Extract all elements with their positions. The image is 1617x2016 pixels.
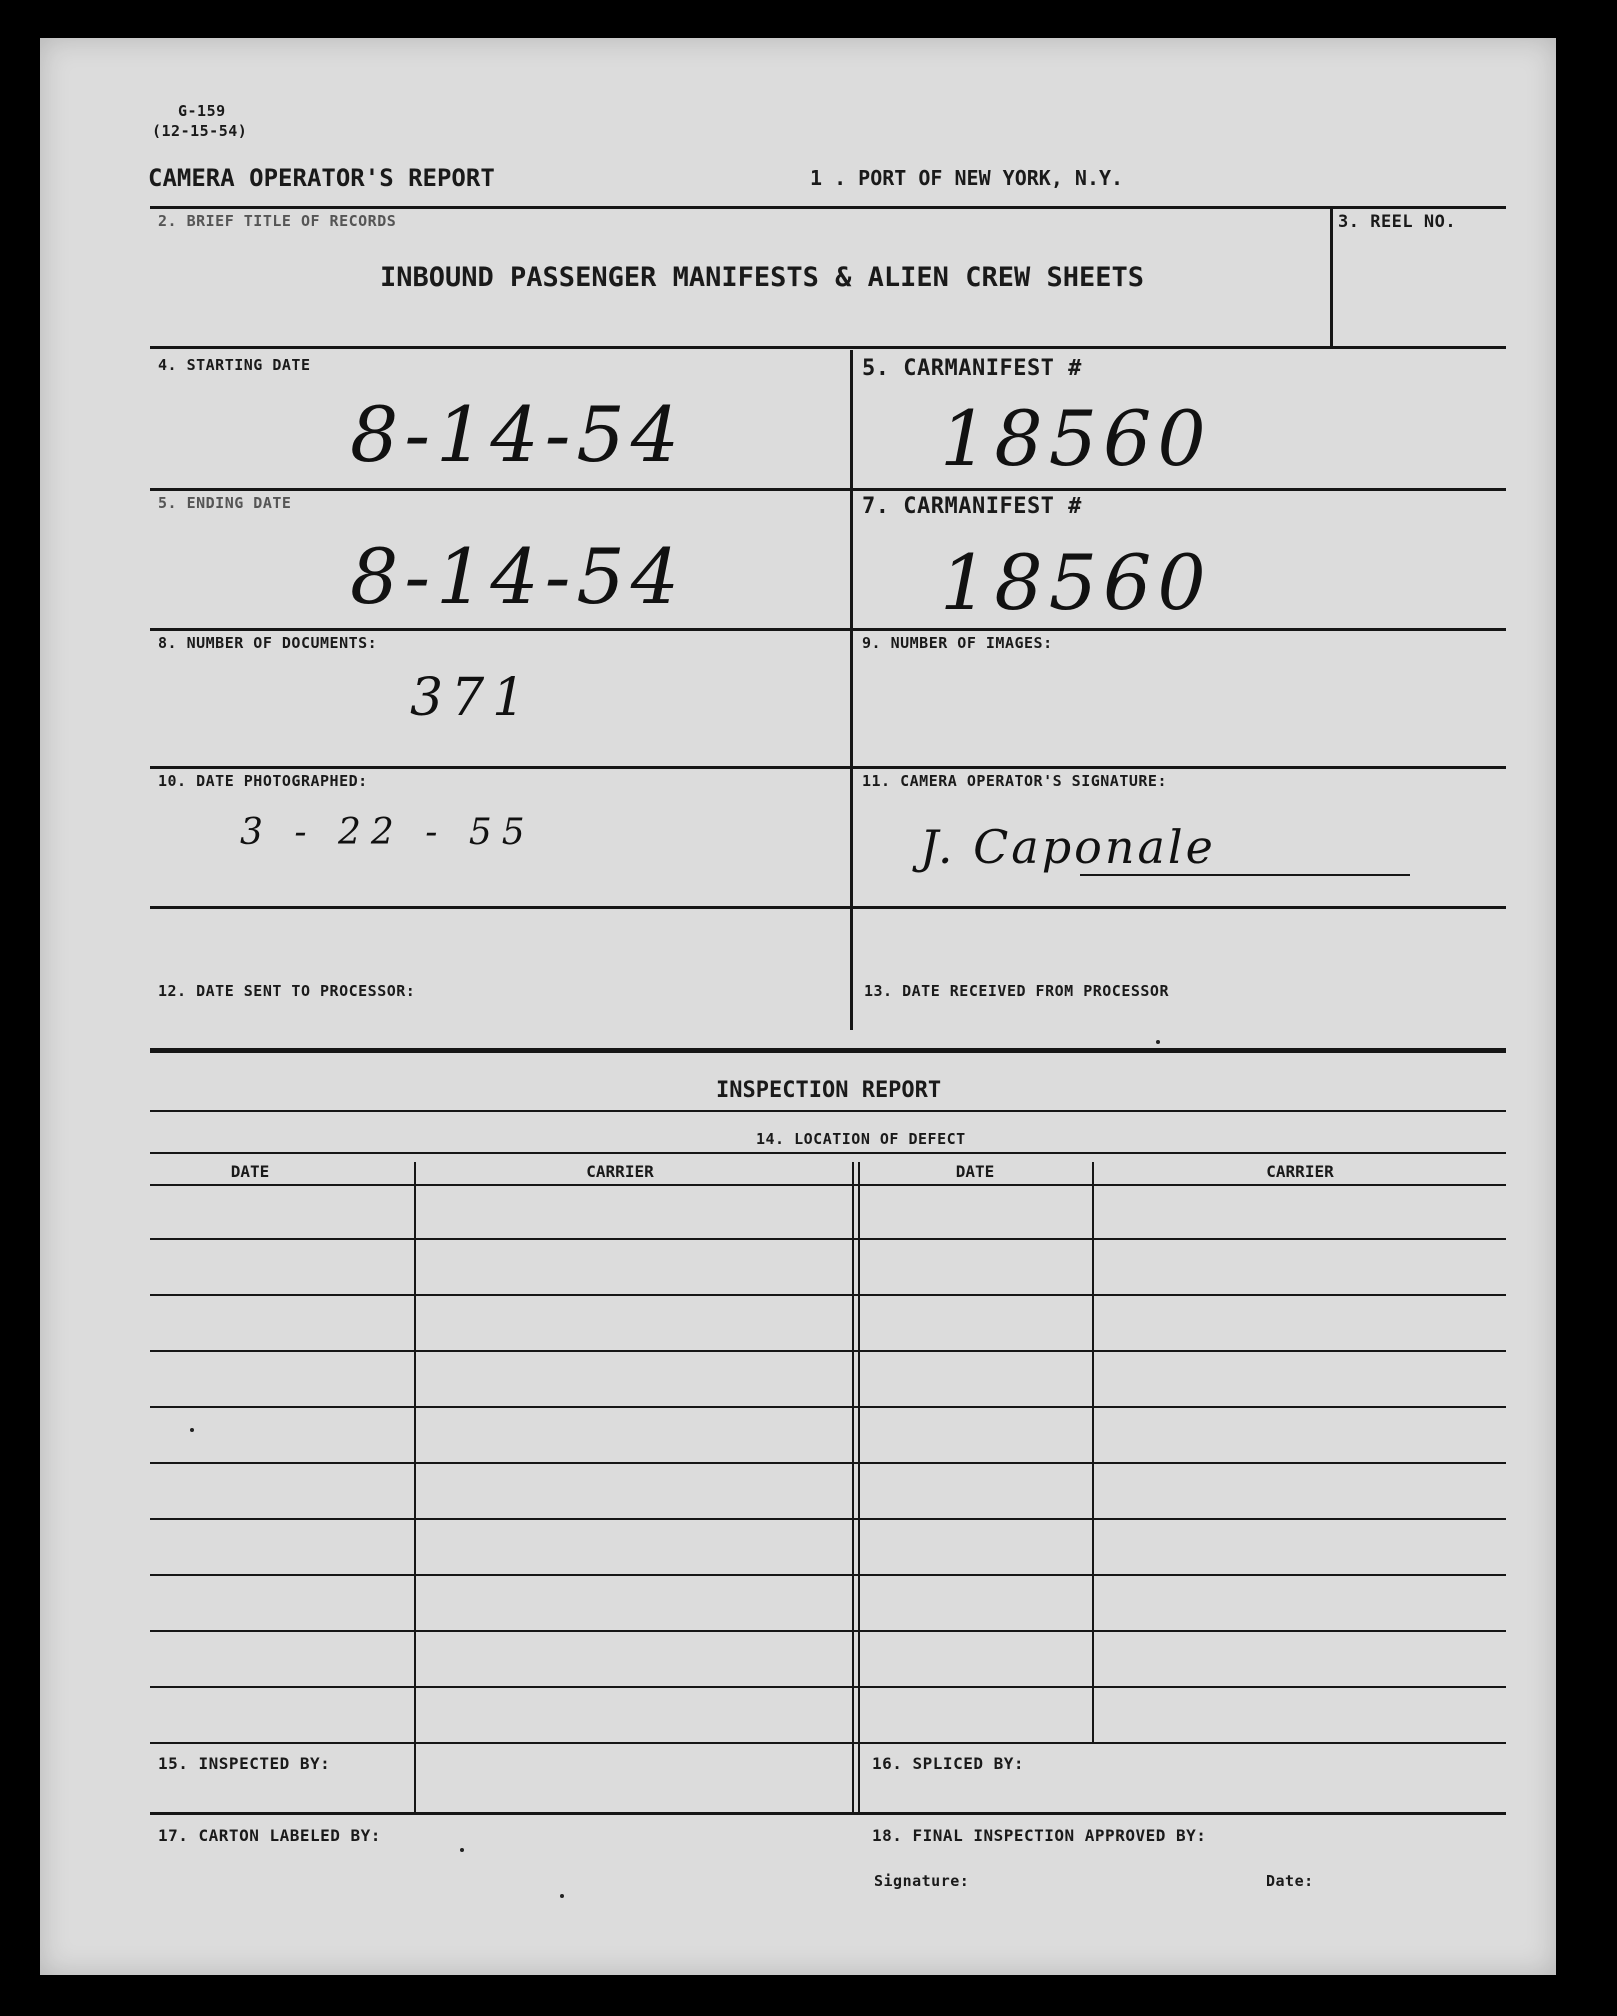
rule [150,1110,1506,1112]
paper-speck [460,1848,464,1852]
date-photographed-value: 3 - 22 - 55 [240,812,535,853]
rule [150,206,1506,209]
paper-speck [190,1428,194,1432]
ending-date-value: 8-14-54 [350,532,686,621]
table-row-rule [150,1630,1506,1632]
rule [150,906,1506,909]
rule [150,766,1506,769]
date-received-label: 13. DATE RECEIVED FROM PROCESSOR [864,982,1169,1000]
divider [852,1742,854,1814]
table-col-rule [858,1162,860,1742]
starting-date-value: 8-14-54 [350,390,686,479]
table-row-rule [150,1406,1506,1408]
divider [1330,206,1333,346]
paper-speck [560,1894,564,1898]
col-carrier-2: CARRIER [1266,1162,1334,1181]
table-col-rule [414,1162,416,1742]
brief-title-value: INBOUND PASSENGER MANIFESTS & ALIEN CREW SHEETS [380,262,1145,293]
table-col-rule [1092,1162,1094,1742]
table-col-rule [852,1162,854,1742]
divider [414,1742,416,1814]
table-row-rule [150,1184,1506,1186]
date-photographed-label: 10. DATE PHOTOGRAPHED: [158,772,368,790]
port-of-entry: 1 . PORT OF NEW YORK, N.Y. [810,166,1124,190]
col-date-2: DATE [955,1162,995,1181]
table-row-rule [150,1742,1506,1744]
starting-manifest-label: 5. CARMANIFEST # [862,356,1082,381]
table-row-rule [150,1350,1506,1352]
camera-operator-signature: J. Caponale [920,820,1216,874]
rule [150,628,1506,631]
date-sent-label: 12. DATE SENT TO PROCESSOR: [158,982,416,1000]
carton-labeled-by-label: 17. CARTON LABELED BY: [158,1826,381,1845]
ending-date-label: 5. ENDING DATE [158,494,292,512]
form-paper [40,38,1556,1975]
form-date-code: (12-15-54) [152,122,248,140]
num-documents-label: 8. NUMBER OF DOCUMENTS: [158,634,378,652]
table-row-rule [150,1686,1506,1688]
rule [150,346,1506,349]
starting-date-label: 4. STARTING DATE [158,356,311,374]
final-inspection-label: 18. FINAL INSPECTION APPROVED BY: [872,1826,1207,1845]
rule [150,1048,1506,1053]
reel-no-label: 3. REEL NO. [1338,212,1457,232]
signature-stroke [1080,874,1410,876]
table-row-rule [150,1462,1506,1464]
table-row-rule [150,1574,1506,1576]
divider [858,1742,860,1814]
rule [150,1152,1506,1154]
final-date-label: Date: [1266,1872,1314,1890]
ending-manifest-label: 7. CARMANIFEST # [862,494,1082,519]
table-row-rule [150,1294,1506,1296]
final-signature-label: Signature: [874,1872,970,1890]
num-documents-value: 371 [410,668,534,728]
paper-speck [1156,1040,1160,1044]
spliced-by-label: 16. SPLICED BY: [872,1754,1024,1773]
form-title: CAMERA OPERATOR'S REPORT [148,164,495,192]
brief-title-label: 2. BRIEF TITLE OF RECORDS [158,212,397,230]
col-carrier-1: CARRIER [586,1162,654,1181]
ending-manifest-value: 18560 [940,538,1212,627]
num-images-label: 9. NUMBER OF IMAGES: [862,634,1053,652]
col-date-1: DATE [230,1162,270,1181]
divider [850,350,853,1030]
inspected-by-label: 15. INSPECTED BY: [158,1754,331,1773]
form-code: G-159 [178,102,226,120]
table-row-rule [150,1238,1506,1240]
starting-manifest-value: 18560 [940,394,1212,483]
location-of-defect-label: 14. LOCATION OF DEFECT [756,1130,966,1148]
rule [150,488,1506,491]
signature-label: 11. CAMERA OPERATOR'S SIGNATURE: [862,772,1167,790]
inspection-title: INSPECTION REPORT [716,1078,942,1103]
table-row-rule [150,1518,1506,1520]
rule [150,1812,1506,1815]
